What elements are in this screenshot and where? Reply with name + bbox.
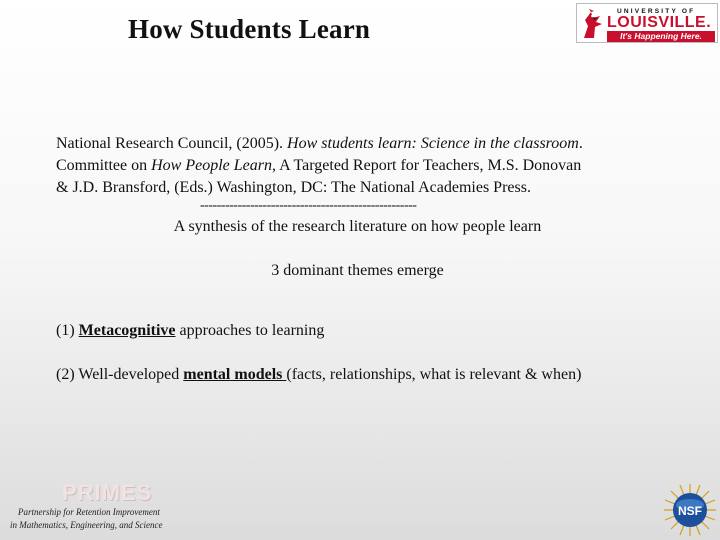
primes-line-2: in Mathematics, Engineering, and Science — [10, 520, 163, 530]
university-logo — [576, 3, 718, 43]
ref-line1-prefix: National Research Council, (2005). — [56, 135, 288, 152]
primes-logo: PRIMES — [62, 480, 153, 505]
ref-line1-title: How students learn: Science in the classroom — [287, 135, 579, 152]
theme-2-suffix: (facts, relationships, what is relevant & when) — [286, 366, 582, 383]
nsf-logo-icon — [663, 483, 717, 537]
ref-line2-suffix: , A Targeted Report for Teachers, M.S. Donovan — [271, 157, 582, 174]
theme-2-prefix: (2) Well-developed — [56, 366, 184, 383]
themes-heading: 3 dominant themes emerge — [271, 262, 444, 279]
logo-university-of: UNIVERSITY OF — [617, 8, 696, 15]
theme-1-key: Metacognitive — [78, 322, 176, 339]
dashed-divider: ---------------------------------------------------- — [200, 198, 417, 213]
theme-1-prefix: (1) — [56, 322, 79, 339]
slide-title: How Students Learn — [128, 14, 371, 44]
theme-point-1 — [56, 322, 324, 340]
logo-louisville: LOUISVILLE. — [607, 14, 712, 31]
nsf-label: NSF — [678, 504, 702, 518]
logo-tagline: It's Happening Here. — [607, 31, 715, 42]
synthesis-text: A synthesis of the research literature on how people learn — [173, 218, 542, 235]
primes-line-1: Partnership for Retention Improvement — [18, 507, 160, 517]
theme-point-2 — [56, 366, 581, 384]
ref-line1-suffix: . — [578, 135, 583, 152]
cardinal-bird-icon — [580, 8, 606, 40]
ref-line2-prefix: Committee on — [56, 157, 152, 174]
theme-2-key: mental models — [183, 366, 287, 383]
ref-line3: & J.D. Bransford, (Eds.) Washington, DC: The National Academies Press. — [56, 179, 531, 196]
theme-1-suffix: approaches to learning — [175, 322, 325, 339]
ref-line2-title: How People Learn — [151, 157, 272, 174]
reference-citation — [56, 133, 666, 199]
